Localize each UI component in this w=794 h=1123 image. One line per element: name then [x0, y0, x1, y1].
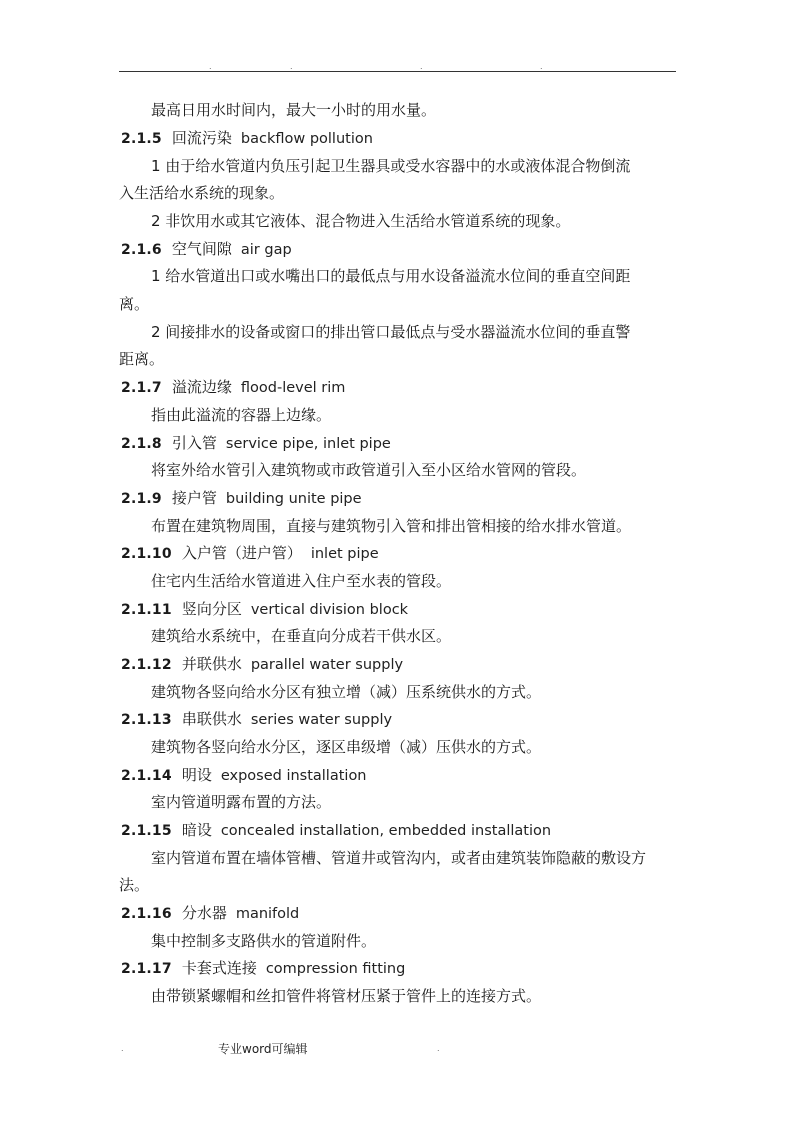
term-chinese: 入户管（进户管） — [181, 544, 302, 562]
body-text-line: 2 非饮用水或其它液体、混合物进入生活给水管道系统的现象。 — [151, 212, 571, 230]
term-english: service pipe, inlet pipe — [225, 436, 391, 452]
footer-dot: . — [121, 1044, 124, 1053]
term-entry-2-1-7 — [121, 377, 345, 398]
term-entry-2-1-8 — [121, 433, 391, 454]
term-entry-2-1-5 — [121, 128, 373, 149]
term-number: 2.1.11 — [121, 602, 172, 618]
term-chinese: 回流污染 — [171, 129, 232, 147]
term-chinese: 并联供水 — [181, 655, 242, 673]
body-text-line: 集中控制多支路供水的管道附件。 — [151, 932, 377, 950]
term-english: series water supply — [250, 712, 393, 728]
body-text-line: 由带锁紧螺帽和丝扣管件将管材压紧于管件上的连接方式。 — [151, 987, 542, 1005]
term-number: 2.1.6 — [121, 242, 162, 258]
term-entry-2-1-12 — [121, 654, 403, 675]
header-dot: . — [540, 62, 543, 71]
body-text-line: 室内管道布置在墙体管槽、管道井或管沟内，或者由建筑装饰隐蔽的敷设方 — [151, 849, 647, 867]
term-english: compression fitting — [265, 961, 406, 977]
body-text-line: 最高日用水时间内，最大一小时的用水量。 — [151, 101, 437, 119]
term-number: 2.1.8 — [121, 436, 162, 452]
body-text-line: 指由此溢流的容器上边缘。 — [151, 406, 332, 424]
body-text-line: 将室外给水管引入建筑物或市政管道引入至小区给水管网的管段。 — [151, 461, 587, 479]
body-text-line: 住宅内生活给水管道进入住户至水表的管段。 — [151, 572, 452, 590]
term-english: backflow pollution — [240, 131, 373, 147]
term-english: vertical division block — [250, 602, 409, 618]
term-english: air gap — [240, 242, 292, 258]
term-number: 2.1.12 — [121, 657, 172, 673]
term-entry-2-1-17 — [121, 958, 405, 979]
term-chinese: 竖向分区 — [181, 600, 242, 618]
header-dot: . — [209, 62, 212, 71]
term-english: parallel water supply — [250, 657, 404, 673]
term-english: inlet pipe — [310, 546, 379, 562]
term-chinese: 空气间隙 — [171, 240, 232, 258]
term-entry-2-1-9 — [121, 488, 362, 509]
term-number: 2.1.14 — [121, 768, 172, 784]
body-text-line: 离。 — [119, 295, 150, 313]
footer-dot: . — [437, 1044, 440, 1053]
term-number: 2.1.15 — [121, 823, 172, 839]
body-text-line: 1 由于给水管道内负压引起卫生器具或受水容器中的水或液体混合物倒流 — [151, 157, 631, 175]
term-number: 2.1.17 — [121, 961, 172, 977]
body-text-line: 距离。 — [119, 350, 165, 368]
term-entry-2-1-14 — [121, 765, 367, 786]
term-chinese: 暗设 — [181, 821, 212, 839]
term-chinese: 接户管 — [171, 489, 217, 507]
term-english: concealed installation, embedded installation — [220, 823, 552, 839]
term-chinese: 卡套式连接 — [181, 959, 257, 977]
term-entry-2-1-6 — [121, 239, 292, 260]
term-entry-2-1-15 — [121, 820, 551, 841]
term-number: 2.1.7 — [121, 380, 162, 396]
body-text-line: 2 间接排水的设备或窗口的排出管口最低点与受水器溢流水位间的垂直警 — [151, 323, 631, 341]
term-entry-2-1-16 — [121, 903, 299, 924]
term-number: 2.1.13 — [121, 712, 172, 728]
term-english: building unite pipe — [225, 491, 362, 507]
term-number: 2.1.10 — [121, 546, 172, 562]
term-english: manifold — [235, 906, 300, 922]
body-text-line: 室内管道明露布置的方法。 — [151, 793, 332, 811]
body-text-line: 建筑物各竖向给水分区，逐区串级增（减）压供水的方式。 — [151, 738, 542, 756]
header-dot: . — [290, 62, 293, 71]
term-chinese: 分水器 — [181, 904, 227, 922]
term-entry-2-1-10 — [121, 543, 379, 564]
term-english: exposed installation — [220, 768, 367, 784]
term-number: 2.1.5 — [121, 131, 162, 147]
term-chinese: 明设 — [181, 766, 212, 784]
term-chinese: 引入管 — [171, 434, 217, 452]
body-text-line: 建筑物各竖向给水分区有独立增（减）压系统供水的方式。 — [151, 683, 542, 701]
body-text-line: 1 给水管道出口或水嘴出口的最低点与用水设备溢流水位间的垂直空间距 — [151, 267, 631, 285]
footer-text: 专业word可编辑 — [218, 1042, 308, 1056]
header-rule — [119, 71, 676, 72]
body-text-line: 布置在建筑物周围，直接与建筑物引入管和排出管相接的给水排水管道。 — [151, 517, 632, 535]
term-english: flood-level rim — [240, 380, 346, 396]
header-dot: . — [420, 62, 423, 71]
term-entry-2-1-13 — [121, 709, 392, 730]
body-text-line: 建筑给水系统中，在垂直向分成若干供水区。 — [151, 627, 452, 645]
term-chinese: 串联供水 — [181, 710, 242, 728]
term-entry-2-1-11 — [121, 599, 408, 620]
term-chinese: 溢流边缘 — [171, 378, 232, 396]
term-number: 2.1.9 — [121, 491, 162, 507]
body-text-line: 法。 — [119, 876, 150, 894]
body-text-line: 入生活给水系统的现象。 — [119, 184, 285, 202]
term-number: 2.1.16 — [121, 906, 172, 922]
